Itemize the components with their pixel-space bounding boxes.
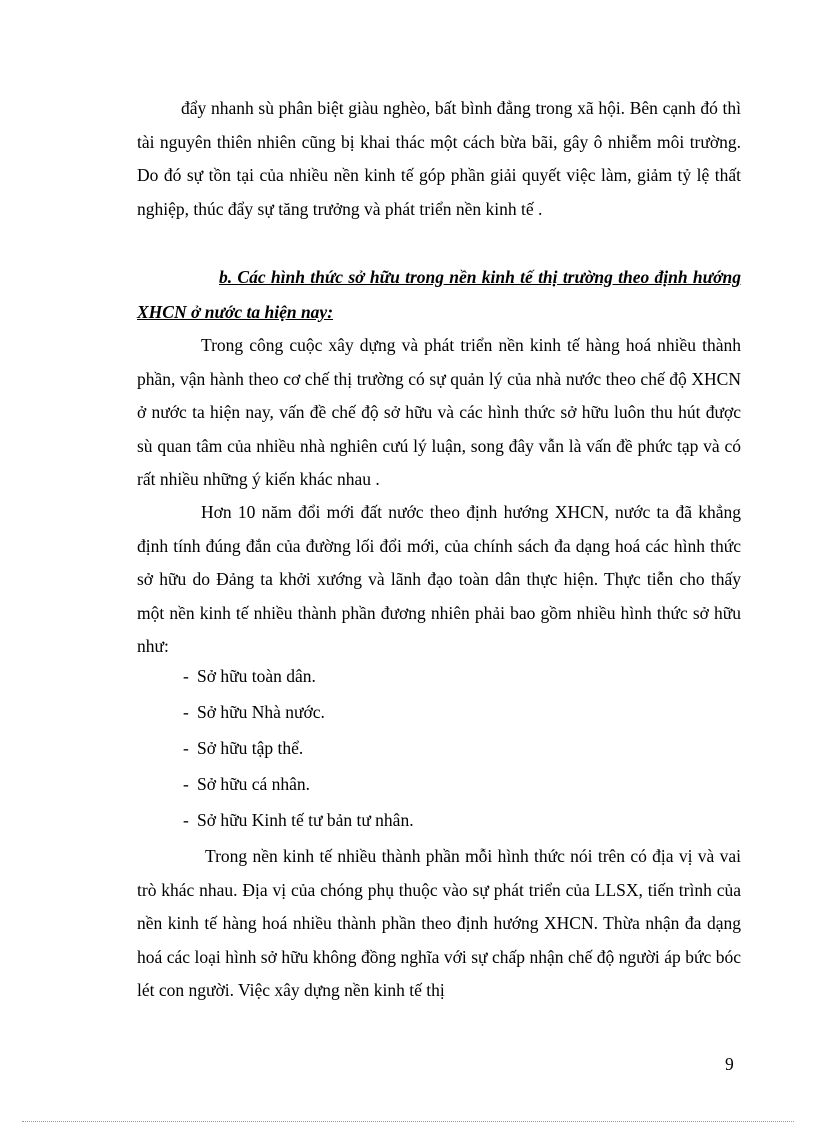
list-item-text: Sở hữu cá nhân. xyxy=(197,774,311,794)
list-dash: - xyxy=(183,666,189,686)
page-bottom-divider xyxy=(22,1121,794,1122)
list-item-text: Sở hữu Nhà nước. xyxy=(197,702,325,722)
page-number: 9 xyxy=(725,1054,734,1074)
list-item-text: Sở hữu tập thể. xyxy=(197,738,304,758)
list-item xyxy=(183,766,414,802)
list-item-text: Sở hữu toàn dân. xyxy=(197,666,316,686)
list-item-text: Sở hữu Kinh tế tư bản tư nhân. xyxy=(197,810,414,830)
list-item xyxy=(183,802,414,838)
list-dash: - xyxy=(183,774,189,794)
section-heading: b. Các hình thức sở hữu trong nền kinh tế thị trường theo định hướng XHCN ở nước ta hiện nay: xyxy=(137,267,741,322)
paragraph-intro: đẩy nhanh sù phân biệt giàu nghèo, bất bình đẳng trong xã hội. Bên cạnh đó thì tài nguyên thiên nhiên cũng bị khai thác một cách bừa bãi, gây ô nhiễm môi trường. Do đó sự tồn tại của nhiều nền kinh tế góp phần giải quyết việc làm, giảm tỷ lệ thất nghiệp, thúc đẩy sự tăng trưởng và phát triển nền kinh tế . xyxy=(137,98,741,219)
paragraph-ownership-context: Trong công cuộc xây dựng và phát triển nền kinh tế hàng hoá nhiều thành phần, vận hành theo cơ chế thị trường có sự quản lý của nhà nước theo chế độ XHCN ở nước ta hiện nay, vấn đề chế độ sở hữu và các hình thức sở hữu luôn thu hút được sù quan tâm của nhiều nhà nghiên cưú lý luận, song đây vẫn là vấn đề phức tạp và có rất nhiều những ý kiến khác nhau . xyxy=(137,335,741,490)
paragraph-renovation: Hơn 10 năm đổi mới đất nước theo định hướng XHCN, nước ta đã khẳng định tính đúng đắn của đường lối đổi mới, của chính sách đa dạng hoá các hình thức sở hữu do Đảng ta khởi xướng và lãnh đạo toàn dân thực hiện. Thực tiễn cho thấy một nền kinh tế nhiều thành phần đương nhiên phải bao gồm nhiều hình thức sở hữu như: xyxy=(137,502,741,657)
list-dash: - xyxy=(183,702,189,722)
paragraph-roles: Trong nền kinh tế nhiều thành phần mỗi hình thức nói trên có địa vị và vai trò khác nhau. Địa vị của chóng phụ thuộc vào sự phát triển của LLSX, tiến trình của nền kinh tế hàng hoá nhiều thành phần theo định hướng XHCN. Thừa nhận đa dạng hoá các loại hình sở hữu không đồng nghĩa với sự chấp nhận chế độ người áp bức bóc lét con người. Việc xây dựng nền kinh tế thị xyxy=(137,846,741,1001)
list-dash: - xyxy=(183,738,189,758)
list-item xyxy=(183,694,414,730)
list-item xyxy=(183,658,414,694)
ownership-forms-list xyxy=(183,658,414,838)
list-item xyxy=(183,730,414,766)
list-dash: - xyxy=(183,810,189,830)
